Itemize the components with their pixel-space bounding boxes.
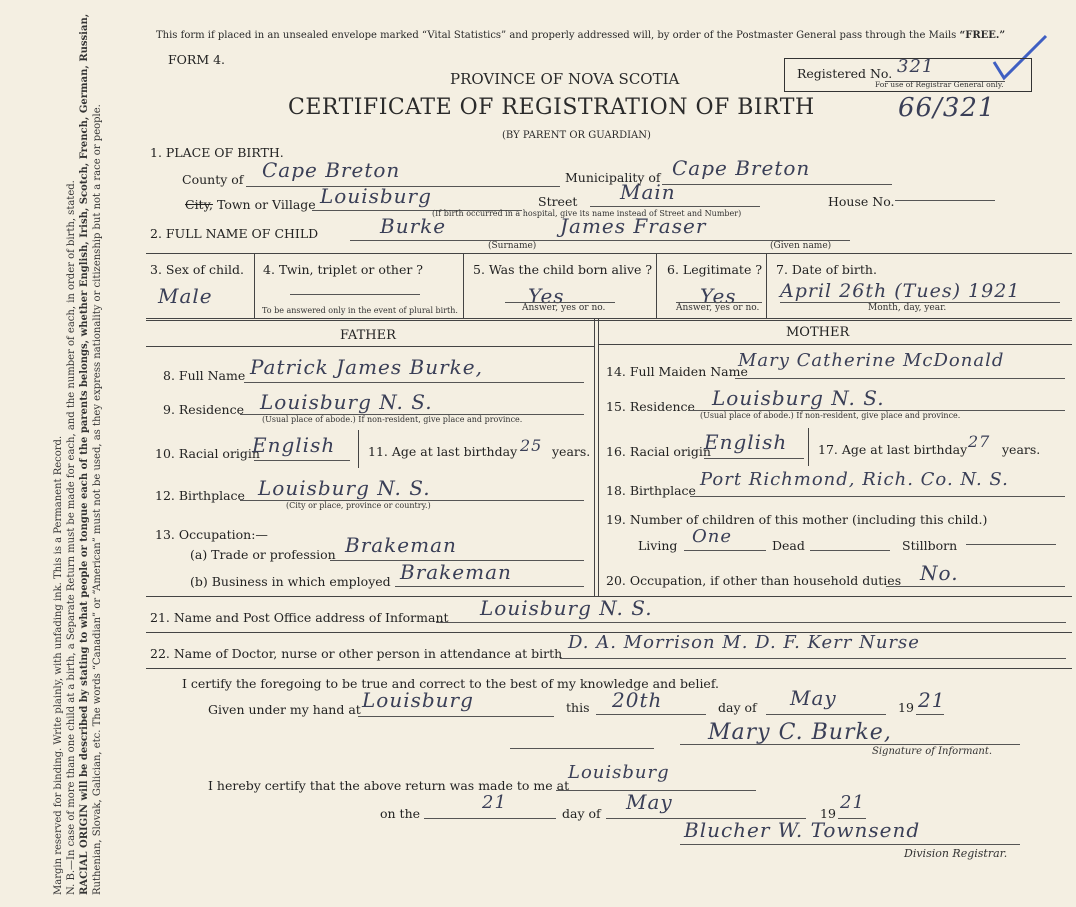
municipality-label: Municipality of [565,170,661,185]
alive-note: Answer, yes or no. [522,303,606,313]
registrar-caption: Division Registrar. [904,847,1008,860]
informant-label: 21. Name and Post Office address of Informant [150,610,449,625]
mother-dead-label: Dead [772,538,805,553]
father-birthplace-note: (City or place, province or country.) [286,501,431,510]
father-birthplace-label: 12. Birthplace [155,488,245,503]
registered-label: Registered No. [797,66,893,81]
mother-name-label: 14. Full Maiden Name [606,364,748,379]
alive-label: 5. Was the child born alive ? [473,262,653,277]
legit-value: Yes [700,284,737,308]
margin-note: N. B.—In case of more than one child at a birth, a Separate Return must be made for each, and the number of each, in order of birth, stated. [66,180,77,895]
registered-number: 321 [897,56,935,77]
province-name: PROVINCE OF NOVA SCOTIA [450,70,680,88]
day-of-label: day of [718,700,757,715]
father-heading: FATHER [340,328,396,343]
registration-box [784,58,1032,92]
town-value: Louisburg [320,184,432,208]
child-surname: Burke [380,214,447,238]
certificate-subtitle: (BY PARENT OR GUARDIAN) [502,130,651,141]
this-label: this [566,700,590,715]
reg-year: 21 [840,792,865,813]
date-value: April 26th (Tues) 1921 [780,280,1021,302]
margin-note: Ruthenian, Slovak, Galician, etc. The words “Canadian” or “American” must not be used, as they express nationality or citizenship but not a race or people. [92,104,103,895]
mother-birthplace-label: 18. Birthplace [606,483,696,498]
mother-age-value: 27 [968,432,991,451]
postal-notice: This form if placed in an unsealed envelope marked “Vital Statistics” and properly addressed will, by order of the Postmaster General pass through the Mails “FREE.” [156,30,1006,41]
informant-value: Louisburg N. S. [480,596,653,620]
alive-value: Yes [528,284,565,308]
father-birthplace-value: Louisburg N. S. [258,476,431,500]
mother-living-value: One [692,526,733,547]
father-age-value: 25 [520,436,543,455]
sex-value: Male [158,284,213,308]
mother-stillborn-label: Stillborn [902,538,958,553]
reg-year-prefix: 19 [820,806,836,821]
father-racial-label: 10. Racial origin [155,446,260,461]
margin-notes [52,15,112,895]
sex-label: 3. Sex of child. [150,262,245,277]
father-residence-label: 9. Residence [163,402,244,417]
twin-label: 4. Twin, triplet or other ? [263,262,423,277]
doctor-label: 22. Name of Doctor, nurse or other person in attendance at birth [150,646,563,661]
mother-residence-value: Louisburg N. S. [712,386,885,410]
county-value: Cape Breton [262,158,401,182]
surname-caption: (Surname) [488,241,537,251]
doctor-value: D. A. Morrison M. D. F. Kerr Nurse [568,632,920,653]
given-place: Louisburg [362,688,474,712]
month-value: May [790,686,837,710]
legit-note: Answer, yes or no. [676,303,760,313]
child-given-name: James Fraser [560,214,707,238]
father-racial-value: English [252,433,336,457]
father-residence-value: Louisburg N. S. [260,390,433,414]
certify-text: I certify the foregoing to be true and correct to the best of my knowledge and belief. [182,676,719,691]
date-label: 7. Date of birth. [776,262,877,277]
town-label: City, Town or Village [185,197,316,212]
father-years: years. [552,444,591,459]
mother-occupation-value: No. [920,561,959,585]
mother-age-label: 17. Age at last birthday [818,442,968,457]
informant-signature: Mary C. Burke, [708,720,892,745]
mother-racial-label: 16. Racial origin [606,444,711,459]
father-business-label: (b) Business in which employed [190,574,391,589]
father-trade-value: Brakeman [345,533,457,557]
margin-note: RACIAL ORIGIN will be described by stating to what people or tongue each of the parents belongs, whether English, Irish, Scotch, French, German, Russian, [79,13,90,895]
mother-birthplace-value: Port Richmond, Rich. Co. N. S. [700,469,1009,490]
registrar-signature: Blucher W. Townsend [684,818,921,842]
municipality-value: Cape Breton [672,156,811,180]
given-caption: (Given name) [770,241,832,251]
twin-note: To be answered only in the event of plural birth. [262,306,458,315]
legit-label: 6. Legitimate ? [667,262,763,277]
father-residence-note: (Usual place of abode.) If non-resident, give place and province. [262,415,523,424]
form-number: FORM 4. [168,52,226,67]
father-name-label: 8. Full Name [163,368,246,383]
mother-name-value: Mary Catherine McDonald [738,350,1005,371]
date-note: Month, day, year. [868,303,947,313]
year-prefix: 19 [898,700,914,715]
registrar-text: I hereby certify that the above return was made to me at [208,778,570,793]
mother-occupation-label: 20. Occupation, if other than household duties [606,573,902,588]
mother-living-label: Living [638,538,678,553]
year-value: 21 [918,688,946,712]
father-business-value: Brakeman [400,560,512,584]
on-the-label: on the [380,806,421,821]
reg-day: 21 [482,792,507,813]
place-of-birth-heading: 1. PLACE OF BIRTH. [150,145,284,160]
mother-years: years. [1002,442,1041,457]
mother-racial-value: English [704,430,788,454]
registrar-place: Louisburg [568,762,670,783]
county-label: County of [182,172,244,187]
street-label: Street [538,194,578,209]
mother-heading: MOTHER [786,325,850,340]
hospital-note: (If birth occurred in a hospital, give its name instead of Street and Number) [432,209,742,218]
child-name-label: 2. FULL NAME OF CHILD [150,226,319,241]
given-label: Given under my hand at [208,702,361,717]
informant-caption: Signature of Informant. [872,746,993,757]
mother-residence-note: (Usual place of abode.) If non-resident, give place and province. [700,411,961,420]
reg-day-of-label: day of [562,806,601,821]
house-label: House No. [828,194,895,209]
father-name-value: Patrick James Burke, [250,355,483,379]
street-value: Main [620,180,676,204]
father-trade-label: (a) Trade or profession [190,547,336,562]
father-occupation-label: 13. Occupation:— [155,527,268,542]
day-value: 20th [612,688,663,712]
margin-note: Margin reserved for binding. Write plainly, with unfading ink. This is a Permanent Record. [53,435,64,895]
certificate-title: CERTIFICATE OF REGISTRATION OF BIRTH [288,95,815,120]
handwritten-number: 66/321 [898,93,996,123]
mother-residence-label: 15. Residence [606,399,695,414]
reg-month: May [626,790,673,814]
registrar-use-note: For use of Registrar General only. [875,80,1004,89]
father-age-label: 11. Age at last birthday [368,444,518,459]
mother-children-label: 19. Number of children of this mother (including this child.) [606,512,988,527]
